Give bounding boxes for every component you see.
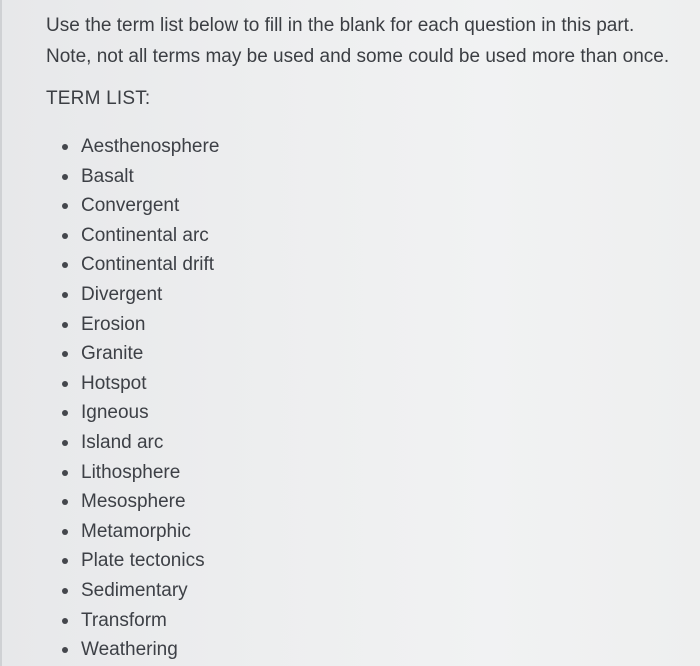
bullet-icon — [62, 558, 68, 564]
bullet-icon — [62, 233, 68, 239]
term-label: Plate tectonics — [81, 550, 205, 572]
term-list-item — [56, 606, 219, 636]
bullet-icon — [62, 203, 68, 209]
term-list-item — [56, 339, 219, 369]
term-list-item — [56, 250, 219, 280]
bullet-icon — [62, 588, 68, 594]
panel-left-border — [0, 0, 2, 666]
instruction-line-1: Use the term list below to fill in the blank for each question in this part. — [46, 15, 635, 36]
bullet-icon — [62, 529, 68, 535]
instructions — [46, 10, 696, 72]
term-label: Continental arc — [81, 224, 209, 246]
term-list-item — [56, 576, 219, 606]
bullet-icon — [62, 144, 68, 150]
bullet-icon — [62, 647, 68, 653]
term-list-item — [56, 487, 219, 517]
term-label: Metamorphic — [81, 520, 191, 542]
term-label: Transform — [81, 609, 167, 631]
term-label: Island arc — [81, 431, 164, 453]
term-list-item — [56, 162, 219, 192]
term-list-item — [56, 310, 219, 340]
bullet-icon — [62, 470, 68, 476]
term-list-item — [56, 458, 219, 488]
bullet-icon — [62, 410, 68, 416]
term-list-item — [56, 546, 219, 576]
instruction-line-2: Note, not all terms may be used and some could be used more than once. — [46, 46, 670, 67]
term-list-item — [56, 428, 219, 458]
term-label: Granite — [81, 343, 144, 365]
term-label: Hotspot — [81, 372, 147, 394]
term-list-item — [56, 280, 219, 310]
term-list-item — [56, 635, 219, 665]
term-list-item — [56, 517, 219, 547]
term-label: Aesthenosphere — [81, 136, 220, 157]
term-label: Lithosphere — [81, 461, 181, 483]
bullet-icon — [62, 440, 68, 446]
term-list-item — [56, 369, 219, 399]
term-list-item — [56, 132, 219, 162]
term-label: Continental drift — [81, 254, 215, 276]
bullet-icon — [62, 292, 68, 298]
term-list-heading: TERM LIST: — [46, 88, 151, 109]
bullet-icon — [62, 351, 68, 357]
bullet-icon — [62, 322, 68, 328]
term-list-item — [56, 191, 219, 221]
bullet-icon — [62, 262, 68, 268]
bullet-icon — [62, 381, 68, 387]
bullet-icon — [62, 174, 68, 180]
term-list-item — [56, 398, 219, 428]
term-label: Sedimentary — [81, 579, 188, 601]
term-label: Igneous — [81, 402, 149, 424]
term-label: Erosion — [81, 313, 146, 335]
bullet-icon — [62, 499, 68, 505]
bullet-icon — [62, 618, 68, 624]
term-label: Basalt — [81, 165, 134, 187]
term-label: Divergent — [81, 283, 163, 305]
term-list — [56, 132, 219, 665]
term-label: Convergent — [81, 195, 180, 217]
term-label: Weathering — [81, 639, 178, 661]
term-label: Mesosphere — [81, 491, 186, 513]
term-list-item — [56, 221, 219, 251]
